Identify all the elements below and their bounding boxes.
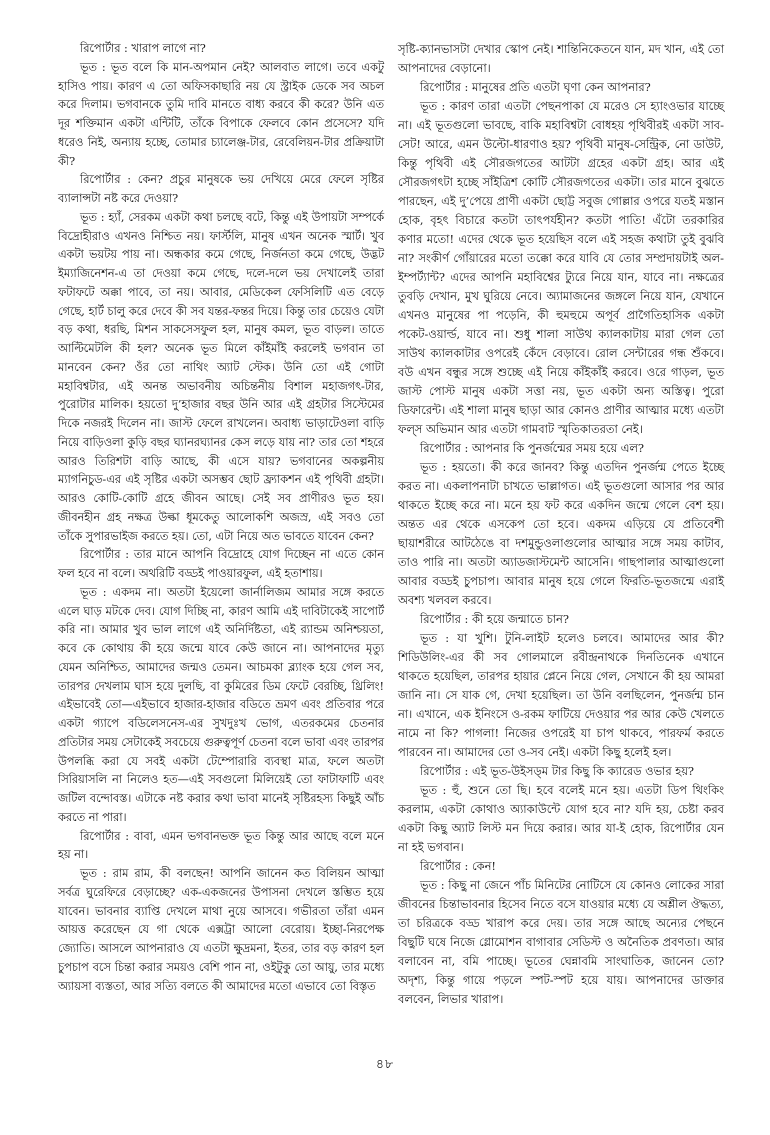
paragraph: রিপোর্টার : বাবা, এমন ভগবানভক্ত ভূত কিন্তু আর আছে বলে মনে হয় না।	[58, 829, 384, 862]
paragraph: ভূত : হ্যাঁ, সেরকম একটা কথা চলছে বটে, কিন্তু এই উপায়টা সম্পর্কে বিদ্রোহীরাও এখনও নিশ্চিত নয়। ফার্স্টলি, মানুষ এখন অনেক স্মার্ট। খুব একটা ভয়টয় পায় না। অন্ধকার কমে গেছে, নির্জনতা কমে গেছে, উদ্ভট ইম্যাজিনেশন-এ তা দেওয়া কমে গেছে, দলে-দলে ভয় দেখালেই তারা ফটাফটে অক্কা পাবে, তা নয়। আবার, মেডিকেল ফেসিলিটি এত বেড়ে গেছে, হার্ট চালু করে দেবে কী সব যন্তর-ফন্তর দিয়ে। কিন্তু তার চেয়েও যেটা বড় কথা, ধরছি, মিশন সাকসেসফুল হল, মানুষ কমল, ভূত বাড়ল। তাতে আল্টিমেটলি কী হল? অনেক ভূত মিলে কাঁইমাঁই করলেই ভগবান তা মানবেন কেন? ওঁর তো নাথিং অ্যাট স্টেক। উনি তো এই গোটা মহাবিশ্বটার, এই অনন্ত অভাবনীয় অচিন্তনীয় বিশাল মহাজগৎ-টার, পুরোটার মালিক। হয়তো দু’হাজার বছর উনি আর এই গ্রহটার সিস্টেমের দিকে নজরই দিলেন না। জাস্ট ফেলে রাখলেন। অবাধ্য ভাড়াটেওলা বাড়ি নিয়ে বাড়িওলা কুড়ি বছর ঘ্যানরঘ্যানর কেস লড়ে যায় না? তার তো শহরে আরও তিরিশটা বাড়ি আছে, কী এসে যায়? ভগবানের অকল্পনীয় ম্যাগনিচুড-এর এই সৃষ্টির একটা অসম্ভব ছোট ফ্র্যাকশন এই পৃথিবী গ্রহটা। আরও কোটি-কোটি গ্রহে জীবন আছে। সেই সব প্রাণীরও ভূত হয়। জীবনহীন গ্রহ নক্ষত্র উল্কা ধূমকেতু আলোকশি অজস্র, এই সবও তো তাঁকে সুপারভাইজ করতে হয়। তো, এটা নিয়ে অত ভাবতে যাবেন কেন?	[58, 210, 384, 543]
paragraph: রিপোর্টার : আপনার কি পুনর্জন্মের সময় হয়ে এল?	[420, 441, 644, 455]
paragraph: ভূত : হুঁ, শুনে তো ছি। হবে বলেই মনে হয়। এতটা ডিপ থিংকিং করলাম, একটা কোথাও অ্যাকাউন্টে যোগ হবে না? যদি হয়, চেষ্টা করব একটা কিছু অ্যাট লিস্ট মন দিয়ে করার। আর যা-ই হোক, রিপোর্টার যেন না হই ভগবান।	[398, 783, 724, 854]
paragraph: সৃষ্টি-ক্যানভাসটা দেখার স্কোপ নেই। শান্তিনিকেতনে যান, মদ খান, এই তো আপনাদের বেড়ানো।	[398, 42, 724, 75]
paragraph: রিপোর্টার : কী হয়ে জন্মাতে চান?	[420, 612, 569, 626]
paragraph: ভূত : রাম রাম, কী বলছেন! আপনি জানেন কত বিলিয়ন আত্মা সর্বত্র ঘুরেফিরে বেড়াচ্ছে? এক-একজনের উপাসনা দেখলে স্তম্ভিত হয়ে যাবেন। ভাবনার ব্যাপ্তি দেখলে মাথা নুয়ে আসবে। গভীরতা তাঁরা এমন আয়ত্ত করেছেন যে গা থেকে এক্সট্রা আলো বেরোয়। ইচ্ছা-নিরপেক্ষ জ্যোতি। আসলে আপনারাও যে এতটা ক্ষুদ্রমনা, ইতর, তার বড় কারণ হল চুপচাপ বসে চিন্তা করার সময়ও বেশি পান না, ওইটুকু তো আয়ু, তার মধ্যে অ্যায়সা ব্যস্ততা, আর সত্যি বলতে কী আমাদের মতো এভাবে তো বিস্তৃত	[58, 867, 384, 993]
paragraph: ভূত : একদম না। অতটা ইয়েলো জার্নালিজম আমার সঙ্গে করতে এলে ঘাড় মটকে দেব। যোগ দিচ্ছি না, কারণ আমি এই দাবিটাকেই সাপোর্ট করি না। আমার খুব ভাল লাগে এই অনির্দিষ্টতা, এই র‍্যান্ডম অনিশ্চয়তা, কবে কে কোথায় কী হয়ে জন্মে যাবে কেউ জানে না। আপনাদের মৃত্যু যেমন অনিশ্চিত, আমাদের জন্মও তেমন। আচমকা ব্ল্যাংক হয়ে গেল সব, তারপর দেখলাম ঘাস হয়ে দুলছি, বা কুমিরের ডিম ফেটে বেরচ্ছি, থ্রিলিং! এইভাবেই তো—এইভাবে হাজার-হাজার বডিতে ভ্রমণ এবং প্রতিবার পরে একটা গ্যাপে বডিলেসনেস-এর সুখদুঃখ ভোগ, এতরকমের চেতনার প্রতিটার সময় সেটাকেই সবচেয়ে গুরুত্বপূর্ণ চেতনা বলে ভাবা এবং তারপর উপলব্ধি করা যে সবই একটা টেম্পোরারি ব্যবস্থা মাত্র, ফলে অতটা সিরিয়াসলি না নিলেও হত—এই সবগুলো মিলিয়েই তো ফাটাফাটি এবং জটিল বন্দোবস্ত। এটাকে নষ্ট করার কথা ভাবা মানেই সৃষ্টিরহস্য কিছুই আঁচ করতে না পারা।	[58, 585, 384, 824]
page-number: ৪৮	[375, 1056, 395, 1071]
left-text-column	[58, 40, 384, 996]
paragraph: রিপোর্টার : তার মানে আপনি বিদ্রোহে যোগ দিচ্ছেন না এতে কোন ফল হবে না বলে। অথরিটি বড্ডই পাওয়ারফুল, এই হতাশায়।	[58, 548, 384, 580]
paragraph: রিপোর্টার : মানুষের প্রতি এতটা ঘৃণা কেন আপনার?	[420, 80, 651, 94]
paragraph: ভূত : কারণ তারা এতটা পেছনপাকা যে মরেও সে হ্যাংওভার যাচ্ছে না। এই ভূতগুলো ভাবছে, বাকি মহাবিশ্বটা বোধহয় পৃথিবীরই একটা সাব-সেট! আরে, এমন উল্টো-ধারণাও হয়? পৃথিবী মানুষ-সেন্ট্রিক, নো ডাউট, কিন্তু পৃথিবী এই সৌরজগতের আটটা গ্রহের একটা গ্রহ। আর এই সৌরজগৎটা হচ্ছে সাঁইত্রিশ কোটি সৌরজগতের একটা। তার মানে বুঝতে পারছেন, এই দু’পেয়ে প্রাণী একটা ছোট্ট সবুজ গোল্লার ওপরে যতই মস্তান হোক, বৃহৎ বিচারে কতটা তাৎপর্যহীন? কতটা পাতি! এঁটো তরকারির কণার মতো! এদের থেকে ভূত হয়েছিস বলে এই সহজ কথাটা তুই বুঝবি না? সংকীর্ণ গোঁয়ারের মতো তক্কো করে যাবি যে তোর সম্প্রদায়টাই অল-ইম্পর্ট্যান্ট? এদের আপনি মহাবিশ্বের ট্যুরে নিয়ে যান, যাবে না। নক্ষত্রের তুবড়ি দেখান, মুখ ঘুরিয়ে নেবে। অ্যামাজনের জঙ্গলে নিয়ে যান, যেখানে এখনও মানুষের পা পড়েনি, কী হুমহুমে অপূর্ব প্রাগৈতিহাসিক একটা পকেট-ওয়ার্ল্ড, যাবে না। শুধু শালা সাউথ ক্যালকাটায় মারা গেল তো সাউথ ক্যালকাটার ওপরেই কেঁদে বেড়াবে। রোল সেন্টারের গন্ধ শুঁকবে। বউ এখন বন্ধুর সঙ্গে শুচ্ছে এই নিয়ে কাঁইকাঁই করবে। ওরে গাড়ল, ভূত জাস্ট পোস্ট মানুষ একটা সত্তা নয়, ভূত একটা অন্য অস্তিত্ব। পুরো ডিফারেন্ট। এই শালা মানুষ ছাড়া আর কোনও প্রাণীর আত্মার মধ্যে এতটা ফল্স অভিমান আর এতটা গামবাট স্মৃতিকাতরতা নেই।	[398, 99, 724, 436]
paragraph: রিপোর্টার : কেন? প্রচুর মানুষকে ভয় দেখিয়ে মেরে ফেলে সৃষ্টির ব্যালান্সটা নষ্ট করে দেওয়া?	[58, 173, 384, 205]
paragraph: ভূত : কিছু না জেনে পাঁচ মিনিটের নোটিসে যে কোনও লোকের সারা জীবনের চিন্তাভাবনার হিসেব নিতে বসে যাওয়ার মধ্যে যে অশ্লীল ঔদ্ধত্য, তা চরিত্রকে বড্ড খারাপ করে দেয়। তার সঙ্গে আছে অন্যের পেছনে বিছুটি ঘষে নিজে গ্লোমোশন বাগাবার সেডিস্ট ও অনৈতিক প্রবণতা। আর বলাবেন না, বমি পাচ্ছে। ভূতের ঘেন্নাবমি সাংঘাতিক, জানেন তো? অদৃশ্য, কিন্তু গায়ে পড়লে স্পট-স্পট হয়ে যায়। আপনাদের ডাক্তার বলবেন, লিভার খারাপ।	[398, 878, 724, 1006]
paragraph: ভূত : হয়তো। কী করে জানব? কিন্তু এতদিন পুনর্জন্ম পেতে ইচ্ছে করত না। একলাপনাটা চাখতে ভাল্লাগত। এই ভূতগুলো আসার পর আর থাকতে ইচ্ছে করে না। মনে হয় ফট করে একদিন জন্মে গেলে বেশ হয়। অন্তত এর থেকে এসকেপ তো হবে। একদম এড়িয়ে যে প্রতিবেশী ছায়াশরীরে আটঠেঙে বা দশমুন্ডুওলাগুলোর আত্মার সঙ্গে সময় কাটাব, তাও পারি না। অতটা অ্যাডজাস্টমেন্ট আসেনি। গাছপালার আত্মাগুলো আবার বড্ডই চুপচাপ। আবার মানুষ হয়ে গেলে ফিরতি-ভূতজন্মে এরাই অবশ্য খলবল করবে।	[398, 460, 724, 607]
paragraph: রিপোর্টার : এই ভূত-উইসড্‌ম টার কিছু কি ক্যারেড ওভার হয়?	[420, 764, 695, 778]
paragraph: ভূত : যা খুশি। টুনি-লাইট হলেও চলবে। আমাদের আর কী? শিডিউলিং-এর কী সব গোলমালে রবীন্দ্রনাথকে দিনতিনেক এখানে থাকতে হয়েছিল, তারপর হায়ার প্লেনে নিয়ে গেল, সেখানে কী হয় আমরা জানি না। সে যাক গে, দেখা হয়েছিল। তা উনি বলছিলেন, পুনর্জন্ম চান না। এখানে, এক ইনিংসে ও-রকম ফাটিয়ে দেওয়ার পর আর কেউ খেলতে নামে না কি? পাগলা! নিজের ওপরেই যা চাপ থাকবে, পারফর্ম করতে পারবেন না। আমাদের তো ও-সব নেই। একটা কিছু হলেই হল।	[398, 631, 724, 759]
paragraph: রিপোর্টার : খারাপ লাগে না?	[80, 42, 206, 55]
right-text-column	[398, 40, 724, 1009]
paragraph: রিপোর্টার : কেন!	[420, 859, 496, 873]
paragraph: ভূত : ভূত বলে কি মান-অপমান নেই? আলবাত লাগে। তবে একটু হাসিও পায়। কারণ এ তো অফিসকাছারি নয় যে স্ট্রাইক ডেকে সব অচল করে দিলাম। ভগবানকে তুমি দাবি মানতে বাধ্য করবে কী করে? উনি এত দূর শক্তিমান একটা এন্টিটি, তাঁকে বিপাকে ফেলবে কোন প্রসেসে? যদি ধরেও নিই, অন্যায় হচ্ছে, তোমার চ্যালেঞ্জ-টার, রেবেলিয়ন-টার প্রক্রিয়াটা কী?	[58, 60, 384, 168]
